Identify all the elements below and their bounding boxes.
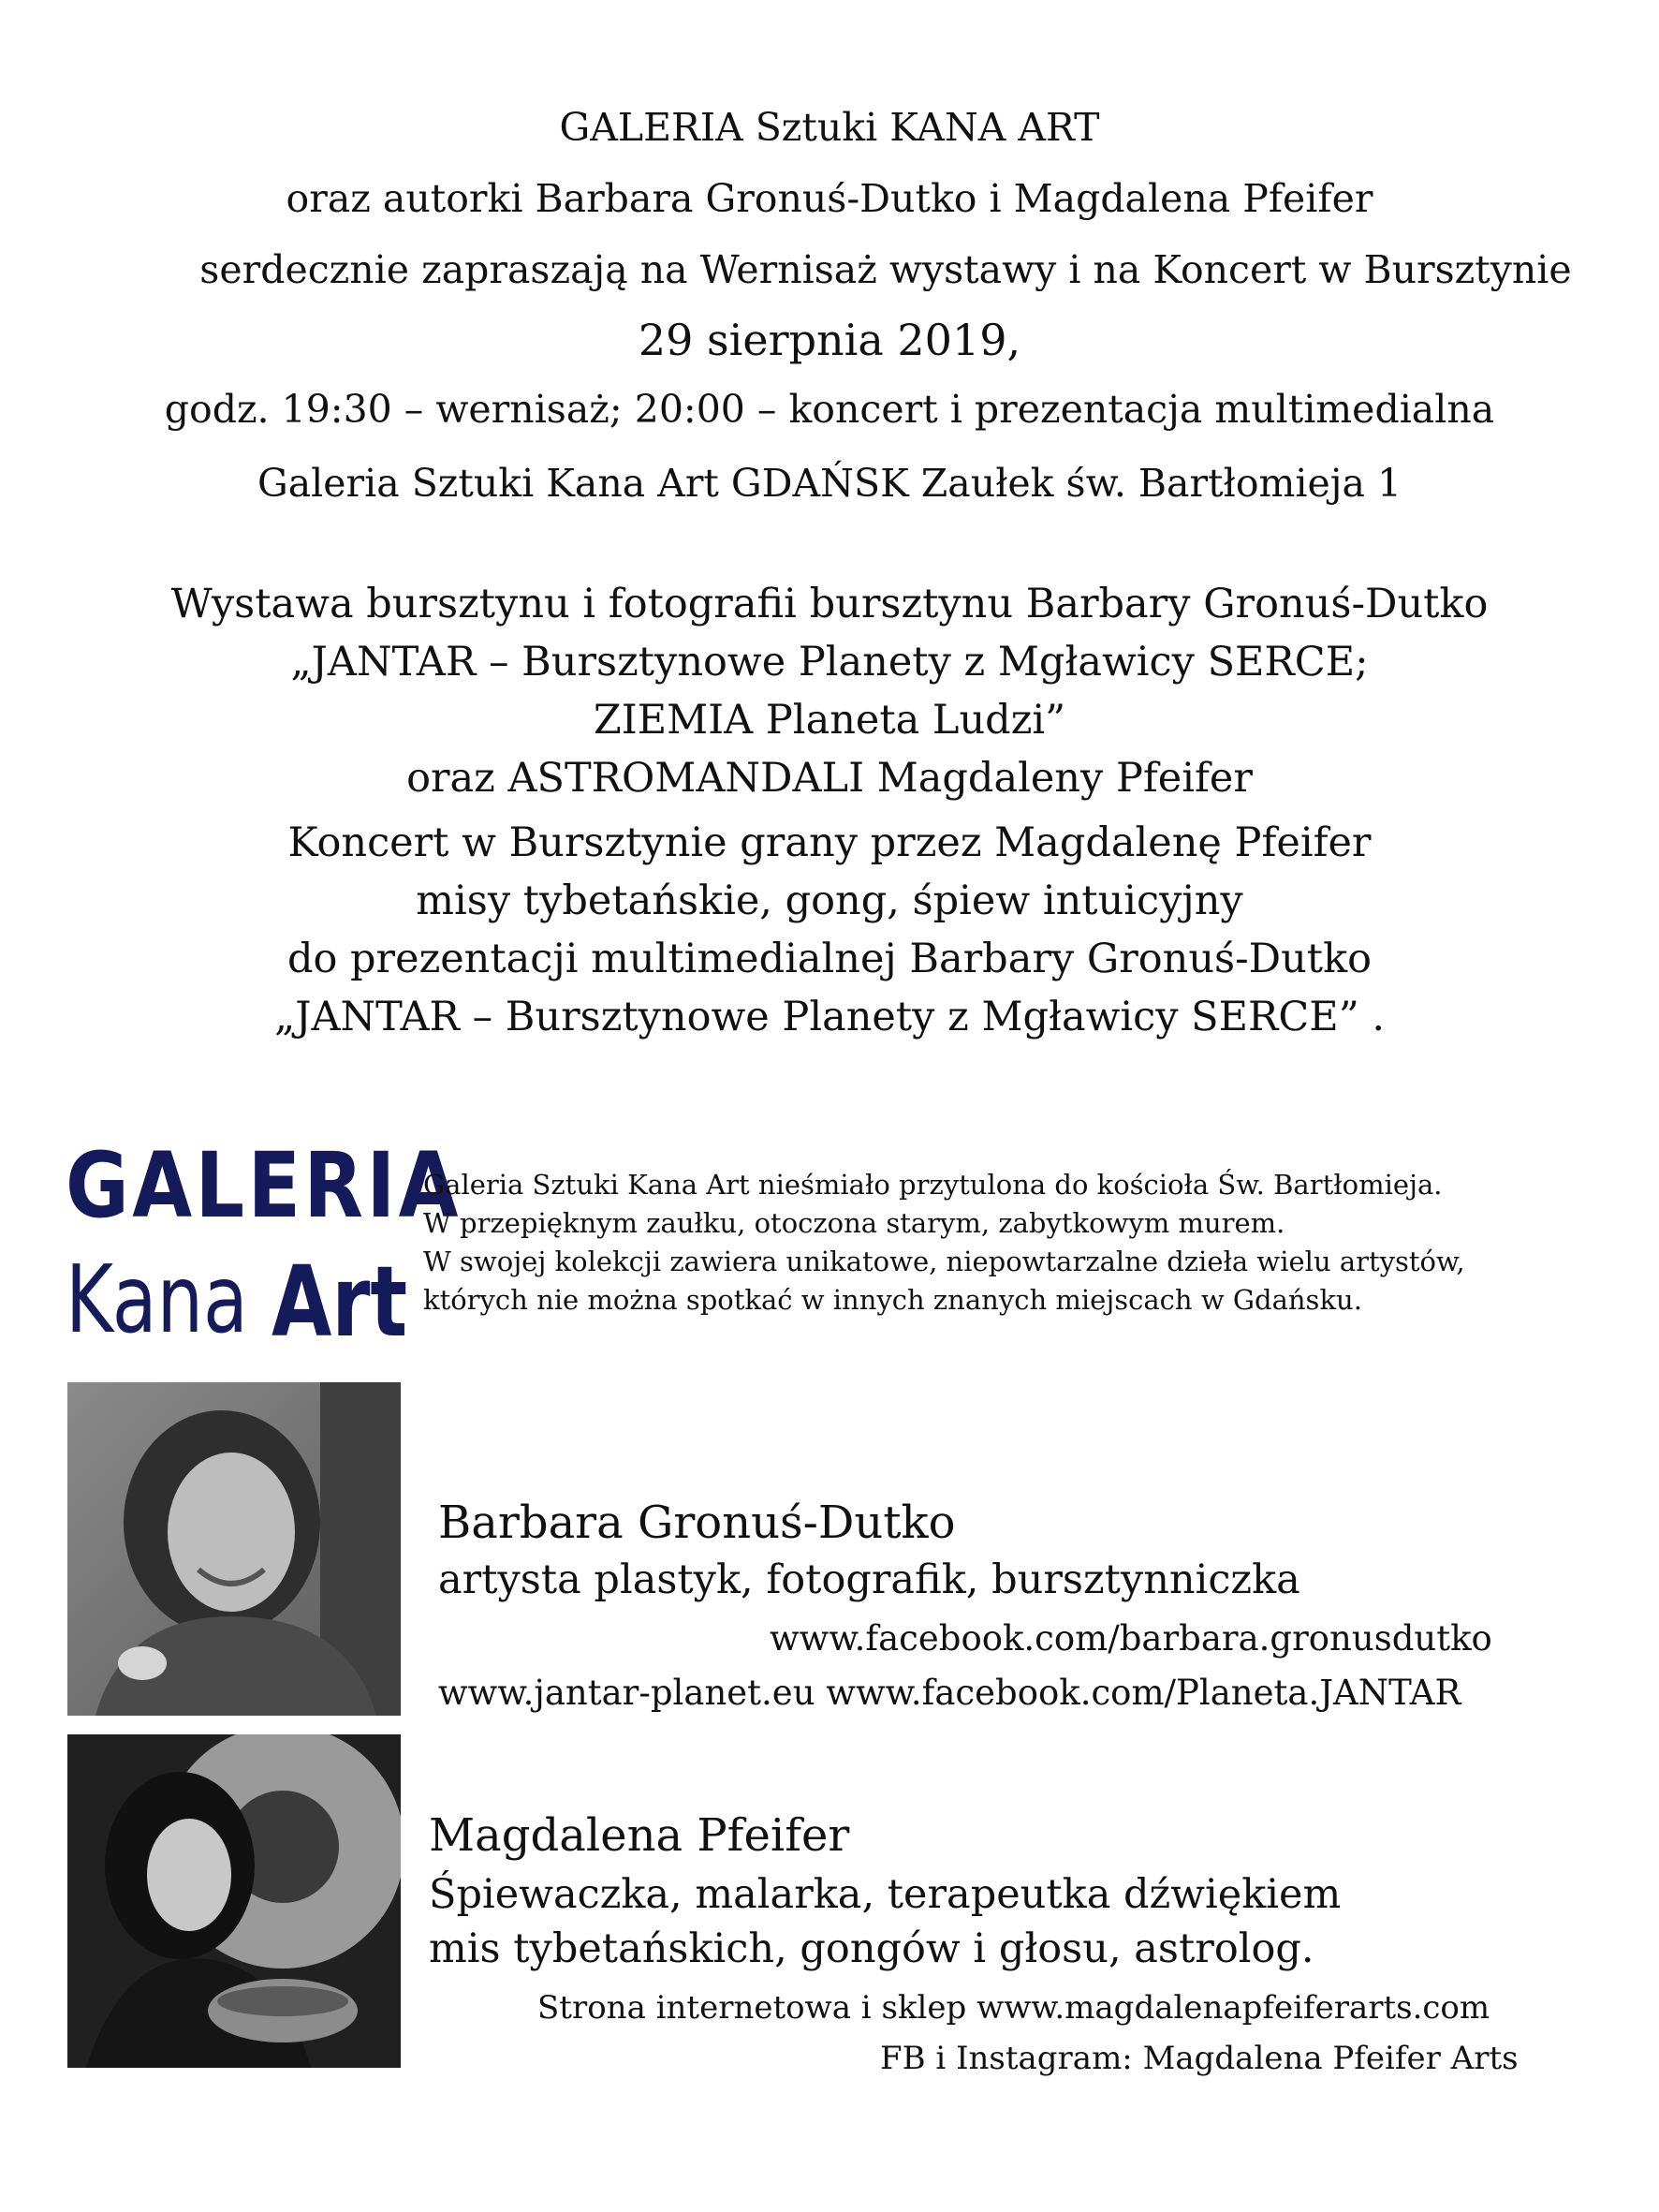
gallery-description-line: W swojej kolekcji zawiera unikatowe, niepowtarzalne dzieła wielu artystów, (423, 1246, 1465, 1277)
header-line-gallery: GALERIA Sztuki KANA ART (559, 105, 1100, 150)
exhibition-line-3: ZIEMIA Planeta Ludzi” (593, 697, 1066, 744)
header-line-authors: oraz autorki Barbara Gronuś-Dutko i Magdalena Pfeifer (286, 176, 1373, 221)
gallery-description-line: których nie można spotkać w innych znanych miejscach w Gdańsku. (423, 1284, 1362, 1316)
logo-art-text: Art (272, 1245, 408, 1359)
galeria-kana-art-logo (66, 1133, 462, 1359)
magdalena-role-line-1: Śpiewaczka, malarka, terapeutka dźwiękiem (429, 1871, 1342, 1918)
magdalena-name: Magdalena Pfeifer (429, 1809, 850, 1862)
header-line-invitation: serdecznie zapraszają na Wernisaż wystawy i na Koncert w Bursztynie (199, 247, 1572, 292)
magdalena-social: FB i Instagram: Magdalena Pfeifer Arts (880, 2040, 1519, 2077)
magdalena-role-line-2: mis tybetańskich, gongów i głosu, astrolog. (429, 1925, 1314, 1972)
event-date: 29 sierpnia 2019, (638, 315, 1021, 365)
magdalena-shop-link[interactable]: Strona internetowa i sklep www.magdalenapfeiferarts.com (537, 1989, 1490, 2027)
exhibition-line-2: „JANTAR – Bursztynowe Planety z Mgławicy SERCE; (290, 639, 1369, 686)
exhibition-line-1: Wystawa bursztynu i fotografii bursztynu Barbary Gronuś-Dutko (170, 581, 1489, 627)
barbara-facebook-link[interactable]: www.facebook.com/barbara.gronusdutko (770, 1618, 1492, 1659)
barbara-portrait-photo (67, 1382, 401, 1716)
barbara-name: Barbara Gronuś-Dutko (438, 1497, 956, 1549)
concert-line-1: Koncert w Bursztynie grany przez Magdalenę Pfeifer (287, 819, 1372, 866)
event-address: Galeria Sztuki Kana Art GDAŃSK Zaułek św. Bartłomieja 1 (257, 461, 1402, 506)
concert-line-2: misy tybetańskie, gong, śpiew intuicyjny (416, 877, 1243, 924)
exhibition-line-4: oraz ASTROMANDALI Magdaleny Pfeifer (406, 755, 1253, 802)
barbara-role: artysta plastyk, fotografik, bursztynniczka (438, 1556, 1300, 1603)
concert-line-4: „JANTAR – Bursztynowe Planety z Mgławicy SERCE” . (273, 994, 1386, 1040)
logo-galeria-text: GALERIA (66, 1133, 462, 1238)
gallery-description (423, 1166, 1465, 1320)
magdalena-portrait-photo (67, 1734, 401, 2068)
gallery-description-line: W przepięknym zaułku, otoczona starym, zabytkowym murem. (423, 1207, 1285, 1239)
logo-kana-text: Kana (66, 1245, 248, 1354)
barbara-website-links[interactable]: www.jantar-planet.eu www.facebook.com/Planeta.JANTAR (438, 1673, 1461, 1713)
gallery-description-line: Galeria Sztuki Kana Art nieśmiało przytulona do kościoła Św. Bartłomieja. (423, 1169, 1443, 1201)
concert-line-3: do prezentacji multimedialnej Barbary Gronuś-Dutko (286, 936, 1373, 982)
event-time: godz. 19:30 – wernisaż; 20:00 – koncert i prezentacja multimedialna (164, 387, 1495, 432)
